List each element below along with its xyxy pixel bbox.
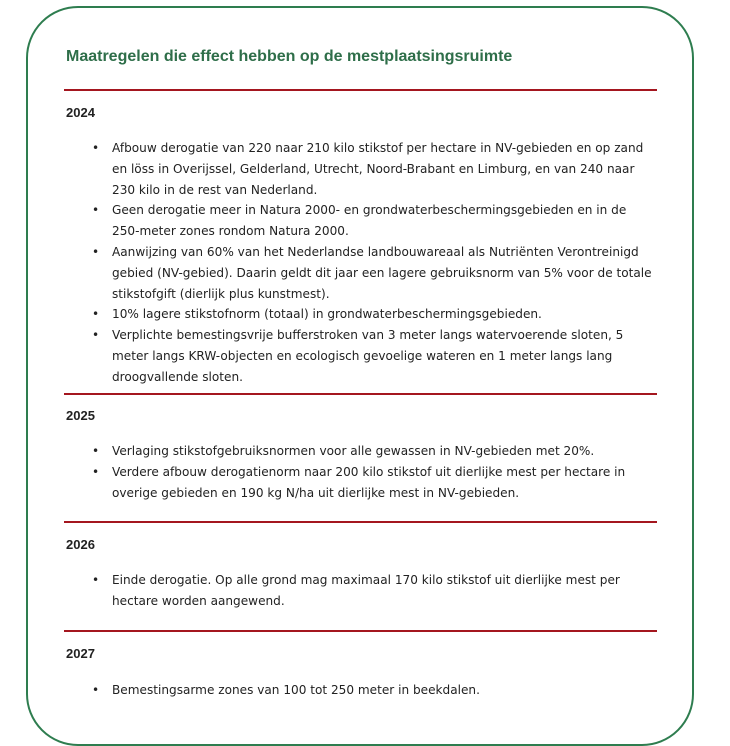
section-divider bbox=[64, 630, 657, 632]
measure-list-2025 bbox=[92, 441, 652, 503]
measure-list-2026 bbox=[92, 570, 652, 612]
list-item: • 10% lagere stikstofnorm (totaal) in grondwaterbeschermingsgebieden. bbox=[92, 304, 652, 325]
measure-list-2024 bbox=[92, 138, 652, 388]
list-item: • Verlaging stikstofgebruiksnormen voor alle gewassen in NV-gebieden met 20%. bbox=[92, 441, 652, 462]
list-item: • Verdere afbouw derogatienorm naar 200 kilo stikstof uit dierlijke mest per hectare in overige gebieden en 190 kg N/ha uit dierlijke mest in NV-gebieden. bbox=[92, 462, 652, 504]
list-item: • Bemestingsarme zones van 100 tot 250 meter in beekdalen. bbox=[92, 680, 652, 701]
year-heading-2026: 2026 bbox=[66, 537, 95, 552]
section-divider bbox=[64, 521, 657, 523]
year-heading-2027: 2027 bbox=[66, 646, 95, 661]
list-item: • Aanwijzing van 60% van het Nederlandse landbouwareaal als Nutriënten Verontreinigd gebied (NV-gebied). Daarin geldt dit jaar een lagere gebruiksnorm van 5% voor de totale stikstofgift (dierlijk plus kunstmest). bbox=[92, 242, 652, 304]
year-heading-2024: 2024 bbox=[66, 105, 95, 120]
section-divider bbox=[64, 393, 657, 395]
section-divider bbox=[64, 89, 657, 91]
year-heading-2025: 2025 bbox=[66, 408, 95, 423]
measure-list-2027 bbox=[92, 680, 652, 701]
page-title: Maatregelen die effect hebben op de mestplaatsingsruimte bbox=[66, 48, 513, 65]
list-item: • Geen derogatie meer in Natura 2000- en grondwaterbeschermingsgebieden en in de 250-meter zones rondom Natura 2000. bbox=[92, 200, 652, 242]
list-item: • Verplichte bemestingsvrije bufferstroken van 3 meter langs watervoerende sloten, 5 meter langs KRW-objecten en ecologisch gevoelige wateren en 1 meter langs lang droogvallende sloten. bbox=[92, 325, 652, 387]
list-item: • Afbouw derogatie van 220 naar 210 kilo stikstof per hectare in NV-gebieden en op zand en löss in Overijssel, Gelderland, Utrecht, Noord-Brabant en Limburg, en van 240 naar 230 kilo in de rest van Nederland. bbox=[92, 138, 652, 200]
list-item: • Einde derogatie. Op alle grond mag maximaal 170 kilo stikstof uit dierlijke mest per hectare worden aangewend. bbox=[92, 570, 652, 612]
